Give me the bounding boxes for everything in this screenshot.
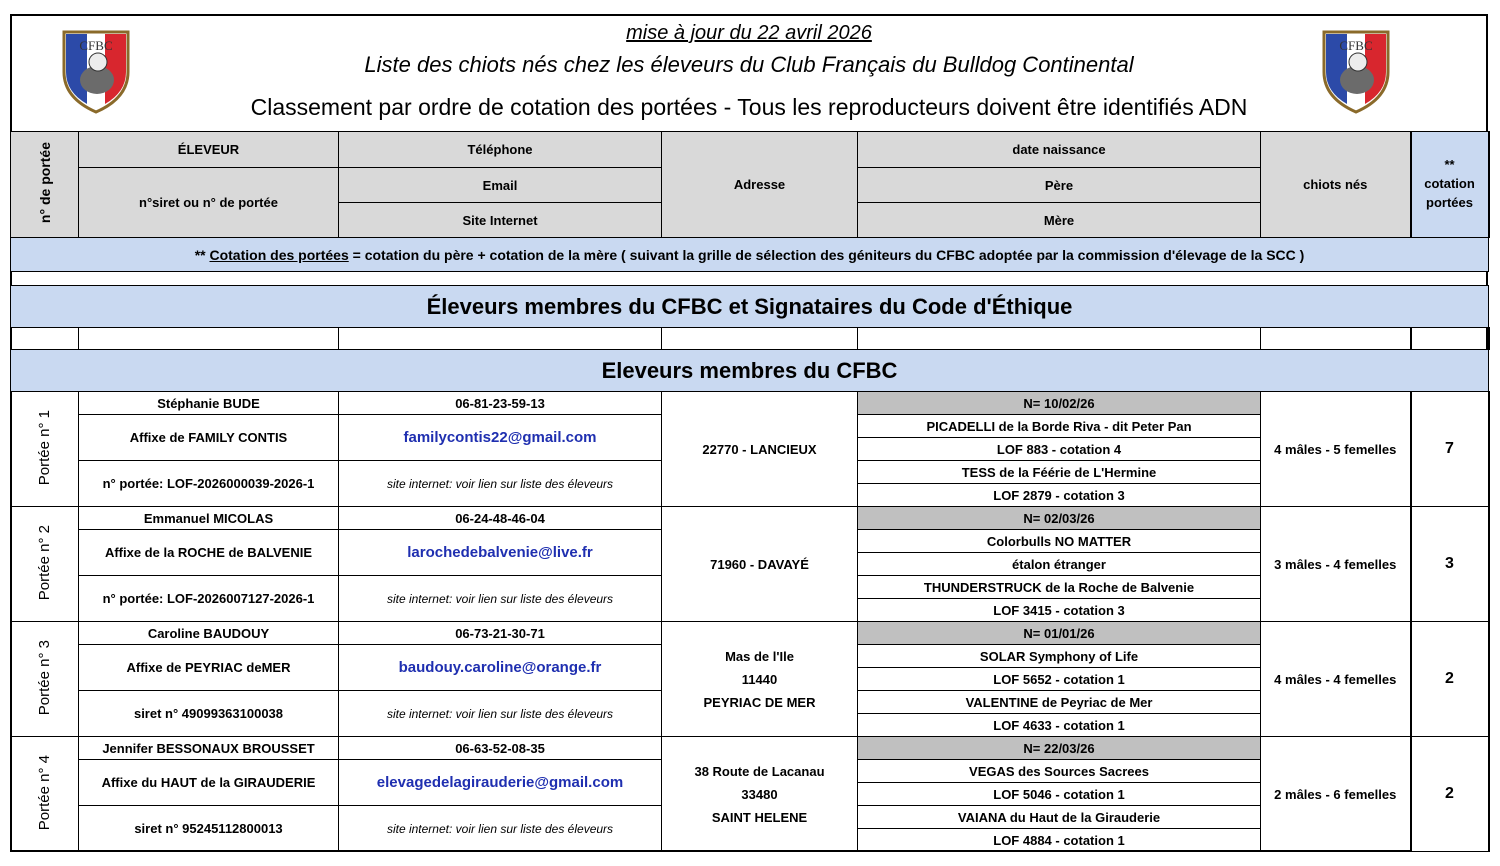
breeder-name: Stéphanie BUDE [79, 392, 339, 415]
svg-text:CFBC: CFBC [79, 38, 113, 53]
litter-score: 3 [1411, 507, 1489, 622]
sire-info: LOF 5652 - cotation 1 [858, 668, 1261, 691]
empty-cell [339, 328, 662, 350]
sire-name: Colorbulls NO MATTER [858, 530, 1261, 553]
breeder-phone: 06-63-52-08-35 [339, 737, 662, 760]
breeder-affixe: Affixe de PEYRIAC deMER [79, 645, 339, 691]
header-chiots: chiots nés [1261, 132, 1411, 238]
breeder-address: 38 Route de Lacanau 33480 SAINT HELENE [662, 737, 858, 852]
dam-info: LOF 3415 - cotation 3 [858, 599, 1261, 622]
dam-info: LOF 4884 - cotation 1 [858, 829, 1261, 852]
sire-name: PICADELLI de la Borde Riva - dit Peter Pan [858, 415, 1261, 438]
breeder-email-link[interactable]: baudouy.caroline@orange.fr [339, 645, 662, 691]
birth-date: N= 01/01/26 [858, 622, 1261, 645]
sire-name: VEGAS des Sources Sacrees [858, 760, 1261, 783]
header-cotation: ** cotation portées [1411, 132, 1489, 238]
sire-info: LOF 5046 - cotation 1 [858, 783, 1261, 806]
litter-label: Portée n° 4 [11, 737, 79, 852]
litters-table [10, 131, 1490, 852]
breeder-address: 71960 - DAVAYÉ [662, 507, 858, 622]
birth-date: N= 10/02/26 [858, 392, 1261, 415]
empty-cell [79, 328, 339, 350]
document-subtitle: Classement par ordre de cotation des portées - Tous les reproducteurs doivent être identifiés ADN [250, 94, 1248, 120]
breeder-phone: 06-73-21-30-71 [339, 622, 662, 645]
breeder-email-link[interactable]: elevagedelagirauderie@gmail.com [339, 760, 662, 806]
litter-id: siret n° 49099363100038 [79, 691, 339, 737]
breeder-address: Mas de l'Ile 11440 PEYRIAC DE MER [662, 622, 858, 737]
dam-name: TESS de la Féérie de L'Hermine [858, 461, 1261, 484]
breeder-address: 22770 - LANCIEUX [662, 392, 858, 507]
litter-score: 2 [1411, 737, 1489, 852]
puppies-born: 3 mâles - 4 femelles [1261, 507, 1411, 622]
breeder-phone: 06-81-23-59-13 [339, 392, 662, 415]
header-eleveur: ÉLEVEUR [79, 132, 339, 168]
header-mere: Mère [858, 203, 1261, 238]
section-membres: Eleveurs membres du CFBC [11, 350, 1489, 392]
breeder-affixe: Affixe de FAMILY CONTIS [79, 415, 339, 461]
dam-info: LOF 2879 - cotation 3 [858, 484, 1261, 507]
litter-label: Portée n° 1 [11, 392, 79, 507]
breeder-name: Jennifer BESSONAUX BROUSSET [79, 737, 339, 760]
empty-cell [11, 328, 79, 350]
litter-label: Portée n° 3 [11, 622, 79, 737]
header-portee-num: n° de portée [11, 132, 79, 238]
breeder-name: Emmanuel MICOLAS [79, 507, 339, 530]
section-signataires: Éleveurs membres du CFBC et Signataires du Code d'Éthique [11, 286, 1489, 328]
litter-score: 7 [1411, 392, 1489, 507]
dam-name: VALENTINE de Peyriac de Mer [858, 691, 1261, 714]
svg-text:CFBC: CFBC [1339, 38, 1373, 53]
dam-name: THUNDERSTRUCK de la Roche de Balvenie [858, 576, 1261, 599]
sire-info: LOF 883 - cotation 4 [858, 438, 1261, 461]
header-siret: n°siret ou n° de portée [79, 168, 339, 238]
breeder-site: site internet: voir lien sur liste des éleveurs [339, 691, 662, 737]
document-title: Liste des chiots nés chez les éleveurs du Club Français du Bulldog Continental [364, 52, 1134, 77]
empty-cell [858, 328, 1261, 350]
litter-score: 2 [1411, 622, 1489, 737]
cotation-note-link: Cotation des portées [209, 246, 349, 263]
breeder-email-link[interactable]: larochedebalvenie@live.fr [339, 530, 662, 576]
litter-id: n° portée: LOF-2026007127-2026-1 [79, 576, 339, 622]
breeder-affixe: Affixe du HAUT de la GIRAUDERIE [79, 760, 339, 806]
header-email: Email [339, 168, 662, 203]
sire-info: étalon étranger [858, 553, 1261, 576]
breeder-site: site internet: voir lien sur liste des éleveurs [339, 576, 662, 622]
birth-date: N= 02/03/26 [858, 507, 1261, 530]
breeder-name: Caroline BAUDOUY [79, 622, 339, 645]
sire-name: SOLAR Symphony of Life [858, 645, 1261, 668]
header-site: Site Internet [339, 203, 662, 238]
puppies-born: 2 mâles - 6 femelles [1261, 737, 1411, 852]
header-telephone: Téléphone [339, 132, 662, 168]
litter-id: n° portée: LOF-2026000039-2026-1 [79, 461, 339, 507]
document-header [10, 14, 1488, 131]
empty-cell [1261, 328, 1411, 350]
dam-name: VAIANA du Haut de la Girauderie [858, 806, 1261, 829]
puppies-born: 4 mâles - 5 femelles [1261, 392, 1411, 507]
breeder-email-link[interactable]: familycontis22@gmail.com [339, 415, 662, 461]
puppies-born: 4 mâles - 4 femelles [1261, 622, 1411, 737]
update-date: mise à jour du 22 avril 2026 [626, 22, 872, 44]
header-adresse: Adresse [662, 132, 858, 238]
cotation-note: ** Cotation des portées = cotation du père + cotation de la mère ( suivant la grille de sélection des géniteurs du CFBC adoptée par la commission d'élevage de la SCC ) [11, 238, 1489, 272]
birth-date: N= 22/03/26 [858, 737, 1261, 760]
dam-info: LOF 4633 - cotation 1 [858, 714, 1261, 737]
litter-id: siret n° 95245112800013 [79, 806, 339, 852]
empty-cell [662, 328, 858, 350]
empty-cell [1411, 328, 1489, 350]
header-date: date naissance [858, 132, 1261, 168]
header-pere: Père [858, 168, 1261, 203]
breeder-phone: 06-24-48-46-04 [339, 507, 662, 530]
breeder-site: site internet: voir lien sur liste des éleveurs [339, 461, 662, 507]
gap-row [11, 272, 1489, 286]
breeder-affixe: Affixe de la ROCHE de BALVENIE [79, 530, 339, 576]
breeder-site: site internet: voir lien sur liste des éleveurs [339, 806, 662, 852]
litter-label: Portée n° 2 [11, 507, 79, 622]
